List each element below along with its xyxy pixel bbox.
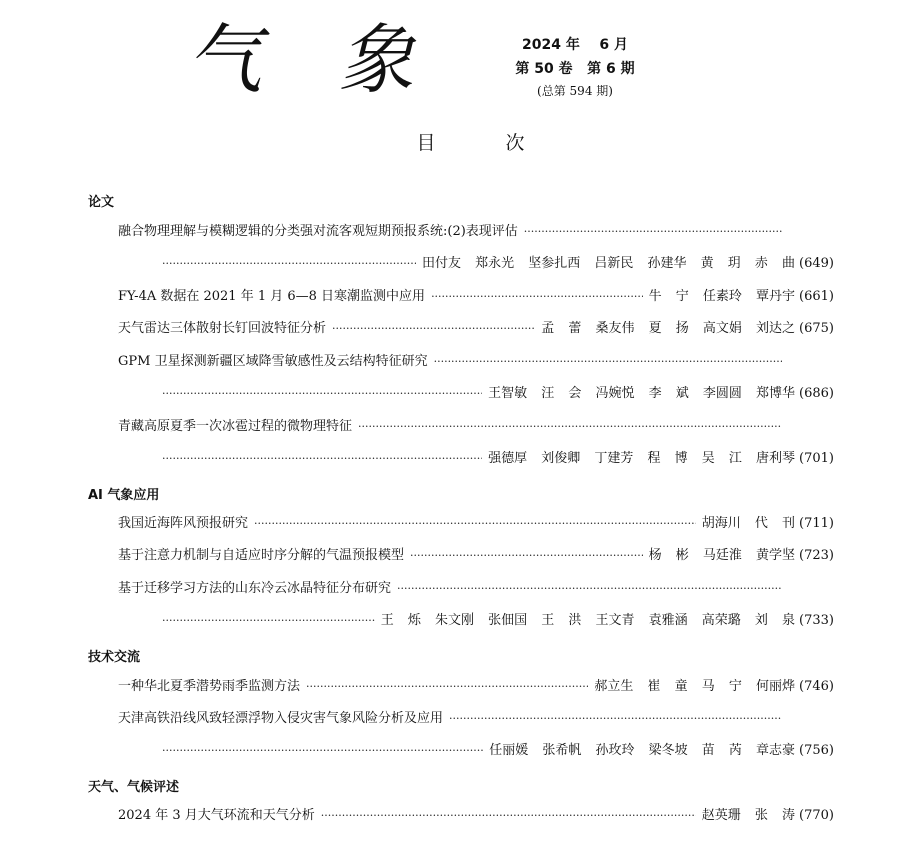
section-heading: AI 气象应用 [88,488,160,503]
article-title[interactable]: FY-4A 数据在 2021 年 1 月 6—8 日寒潮监测中应用 [118,289,426,304]
article-page: (675) [799,321,834,336]
leader-dots [431,287,643,307]
article-title[interactable]: 基于迁移学习方法的山东冷云冰晶特征分布研究 [118,581,392,596]
leader-dots [358,417,782,437]
toc-entry[interactable] [118,287,834,307]
page-title: 目 次 [416,132,557,154]
article-title[interactable]: 我国近海阵风预报研究 [118,516,249,531]
article-authors: 田付友 郑永光 坚参扎西 吕新民 孙建华 黄 玥 赤 曲 [421,256,796,271]
leader-dots [410,546,643,566]
article-title[interactable]: 融合物理理解与模糊逻辑的分类强对流客观短期预报系统:(2)表现评估 [118,224,518,239]
article-title[interactable]: 天津高铁沿线风致轻漂浮物入侵灾害气象风险分析及应用 [118,711,444,726]
article-title[interactable]: 天气雷达三体散射长钉回波特征分析 [118,321,327,336]
toc-entry[interactable] [118,677,834,697]
article-title[interactable]: 2024 年 3 月大气环流和天气分析 [118,808,315,823]
article-authors: 胡海川 代 刊 [701,516,796,531]
article-authors: 孟 蕾 桑友伟 夏 扬 高文娟 刘达之 [541,321,796,336]
toc-entry[interactable] [118,319,834,339]
toc-entry-title[interactable] [118,222,788,242]
issue-volume: 第 50 卷 第 6 期 [515,61,635,77]
toc-entry-title[interactable] [118,709,788,729]
article-authors: 杨 彬 马廷淮 黄学坚 [648,548,796,563]
article-authors: 任丽媛 张希帆 孙玫玲 梁冬坡 苗 芮 章志豪 [489,743,796,758]
leader-dots [162,254,416,274]
leader-dots [449,709,782,729]
leader-dots [162,449,482,469]
article-authors: 牛 宁 任素玲 覃丹宇 [648,289,796,304]
section-heading: 论文 [88,195,115,210]
toc-entry[interactable] [118,514,834,534]
issue-date: 2024 年 6 月 [522,37,628,53]
article-authors: 强德厚 刘俊卿 丁建芳 程 博 吴 江 唐利琴 [488,451,796,466]
article-page: (756) [799,743,834,758]
section-heading: 天气、气候评述 [88,780,180,795]
leader-dots [162,741,483,761]
section-heading: 技术交流 [88,650,141,665]
toc-entry-authors [162,741,834,761]
article-page: (661) [799,289,834,304]
article-title[interactable]: 一种华北夏季潜势雨季监测方法 [118,679,301,694]
toc-entry-authors [162,254,834,274]
journal-logo: 气 象 [186,15,441,104]
article-page: (686) [799,386,834,401]
leader-dots [332,319,535,339]
leader-dots [306,677,588,697]
article-authors: 赵英珊 张 涛 [701,808,796,823]
issue-total-number: (总第 594 期) [537,84,613,98]
toc-entry-authors [162,611,834,631]
leader-dots [162,384,482,404]
article-page: (711) [799,516,834,531]
leader-dots [162,611,375,631]
article-page: (733) [799,613,834,628]
article-title[interactable]: GPM 卫星探测新疆区域降雪敏感性及云结构特征研究 [118,354,428,369]
article-page: (649) [799,256,834,271]
toc-entry[interactable] [118,546,834,566]
toc-entry-authors [162,449,834,469]
toc-entry-title[interactable] [118,417,788,437]
leader-dots [434,352,782,372]
leader-dots [524,222,782,242]
article-authors: 郝立生 崔 童 马 宁 何丽烨 [594,679,796,694]
article-page: (723) [799,548,834,563]
article-title[interactable]: 青藏高原夏季一次冰雹过程的微物理特征 [118,419,353,434]
toc-entry-title[interactable] [118,579,788,599]
toc-entry-title[interactable] [118,352,788,372]
article-authors: 王智敏 汪 会 冯婉悦 李 斌 李圆圆 郑博华 [488,386,796,401]
leader-dots [321,806,696,826]
leader-dots [397,579,782,599]
article-page: (701) [799,451,834,466]
article-authors: 王 烁 朱文刚 张佃国 王 洪 王文青 袁雅涵 高荣璐 刘 泉 [380,613,796,628]
leader-dots [254,514,696,534]
article-title[interactable]: 基于注意力机制与自适应时序分解的气温预报模型 [118,548,405,563]
toc-entry[interactable] [118,806,834,826]
toc-entry-authors [162,384,834,404]
article-page: (746) [799,679,834,694]
article-page: (770) [799,808,834,823]
